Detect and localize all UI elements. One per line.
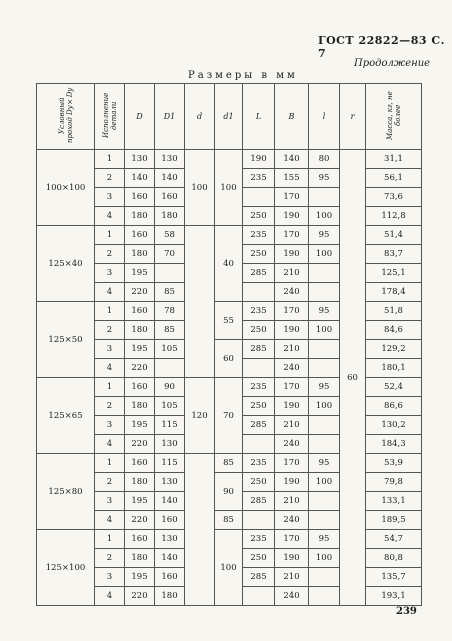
mass-cell: 133,1 (366, 492, 422, 511)
col-header-version: Исполнение детали (95, 84, 125, 150)
mass-cell: 51,4 (366, 226, 422, 245)
D1-cell: 105 (155, 397, 185, 416)
mass-cell: 193,1 (366, 587, 422, 606)
L-cell: 285 (243, 264, 275, 283)
mass-cell: 125,1 (366, 264, 422, 283)
D1-cell: 90 (155, 378, 185, 397)
L-cell (243, 188, 275, 207)
size-cell: 125×40 (37, 226, 95, 302)
col-header-size: Условный проход Dу×Dу (37, 84, 95, 150)
B-cell: 210 (275, 264, 309, 283)
D1-cell: 130 (155, 435, 185, 454)
d1-cell: 100 (215, 530, 243, 606)
l-cell: 95 (309, 302, 340, 321)
standard-code: ГОСТ 22822—83 С. 7 (318, 34, 445, 60)
l-cell: 95 (309, 454, 340, 473)
mass-cell: 54,7 (366, 530, 422, 549)
d1-cell: 100 (215, 150, 243, 226)
D-cell: 180 (125, 207, 155, 226)
L-cell (243, 359, 275, 378)
D1-cell (155, 264, 185, 283)
version-cell: 4 (95, 283, 125, 302)
B-cell: 190 (275, 473, 309, 492)
l-cell (309, 340, 340, 359)
B-cell: 190 (275, 245, 309, 264)
D1-cell: 140 (155, 549, 185, 568)
L-cell (243, 587, 275, 606)
version-cell: 2 (95, 397, 125, 416)
L-cell: 190 (243, 150, 275, 169)
version-cell: 4 (95, 587, 125, 606)
version-cell: 3 (95, 188, 125, 207)
d1-cell: 55 (215, 302, 243, 340)
l-cell: 100 (309, 321, 340, 340)
D-cell: 195 (125, 264, 155, 283)
B-cell: 210 (275, 416, 309, 435)
col-header-l: l (309, 84, 340, 150)
mass-cell: 130,2 (366, 416, 422, 435)
l-cell (309, 435, 340, 454)
B-cell: 240 (275, 511, 309, 530)
D-cell: 160 (125, 302, 155, 321)
B-cell: 190 (275, 549, 309, 568)
D1-cell: 130 (155, 530, 185, 549)
D1-cell: 180 (155, 207, 185, 226)
version-cell: 1 (95, 378, 125, 397)
L-cell: 235 (243, 454, 275, 473)
B-cell: 210 (275, 492, 309, 511)
mass-cell: 189,5 (366, 511, 422, 530)
version-cell: 1 (95, 302, 125, 321)
D-cell: 180 (125, 245, 155, 264)
l-cell (309, 188, 340, 207)
col-header-r: r (340, 84, 366, 150)
L-cell (243, 435, 275, 454)
D-cell: 160 (125, 226, 155, 245)
D1-cell: 130 (155, 150, 185, 169)
D1-cell: 85 (155, 283, 185, 302)
D1-cell (155, 359, 185, 378)
B-cell: 170 (275, 454, 309, 473)
col-header-d1: d1 (215, 84, 243, 150)
D-cell: 195 (125, 340, 155, 359)
D-cell: 180 (125, 321, 155, 340)
mass-cell: 184,3 (366, 435, 422, 454)
version-cell: 3 (95, 340, 125, 359)
D-cell: 220 (125, 435, 155, 454)
L-cell: 285 (243, 416, 275, 435)
D1-cell: 115 (155, 454, 185, 473)
d1-cell: 70 (215, 378, 243, 454)
B-cell: 240 (275, 359, 309, 378)
D-cell: 130 (125, 150, 155, 169)
mass-cell: 84,6 (366, 321, 422, 340)
version-cell: 4 (95, 207, 125, 226)
L-cell: 250 (243, 473, 275, 492)
B-cell: 170 (275, 226, 309, 245)
B-cell: 170 (275, 188, 309, 207)
mass-cell: 178,4 (366, 283, 422, 302)
l-cell: 95 (309, 530, 340, 549)
col-header-d: d (185, 84, 215, 150)
size-cell: 100×100 (37, 150, 95, 226)
D-cell: 160 (125, 378, 155, 397)
B-cell: 210 (275, 568, 309, 587)
version-cell: 4 (95, 359, 125, 378)
L-cell: 235 (243, 530, 275, 549)
l-cell: 100 (309, 549, 340, 568)
table-row (37, 150, 422, 169)
d-cell: 120 (185, 378, 215, 454)
D-cell: 160 (125, 530, 155, 549)
L-cell: 250 (243, 207, 275, 226)
D-cell: 140 (125, 169, 155, 188)
D-cell: 195 (125, 492, 155, 511)
L-cell (243, 511, 275, 530)
l-cell: 95 (309, 378, 340, 397)
B-cell: 190 (275, 207, 309, 226)
L-cell: 285 (243, 568, 275, 587)
version-cell: 3 (95, 492, 125, 511)
D1-cell: 115 (155, 416, 185, 435)
D1-cell: 160 (155, 188, 185, 207)
version-cell: 4 (95, 435, 125, 454)
version-cell: 3 (95, 264, 125, 283)
D1-cell: 180 (155, 587, 185, 606)
d-cell (185, 226, 215, 378)
l-cell: 80 (309, 150, 340, 169)
B-cell: 170 (275, 378, 309, 397)
version-cell: 2 (95, 549, 125, 568)
D-cell: 195 (125, 416, 155, 435)
L-cell: 250 (243, 321, 275, 340)
d1-cell: 40 (215, 226, 243, 302)
D1-cell: 78 (155, 302, 185, 321)
table-caption: Размеры в мм (188, 70, 298, 81)
B-cell: 210 (275, 340, 309, 359)
col-header-D1: D1 (155, 84, 185, 150)
size-cell: 125×50 (37, 302, 95, 378)
mass-cell: 86,6 (366, 397, 422, 416)
d-cell (185, 454, 215, 606)
D-cell: 220 (125, 359, 155, 378)
D1-cell: 160 (155, 511, 185, 530)
L-cell: 235 (243, 169, 275, 188)
dimensions-table (36, 83, 422, 606)
version-cell: 2 (95, 473, 125, 492)
D-cell: 180 (125, 549, 155, 568)
col-header-mass: Масса, кг, не более (366, 84, 422, 150)
l-cell: 100 (309, 207, 340, 226)
D-cell: 220 (125, 587, 155, 606)
D1-cell: 160 (155, 568, 185, 587)
version-cell: 2 (95, 321, 125, 340)
mass-cell: 51,8 (366, 302, 422, 321)
d-cell: 100 (185, 150, 215, 226)
l-cell (309, 264, 340, 283)
mass-cell: 83,7 (366, 245, 422, 264)
continuation-label: Продолжение (354, 58, 431, 69)
D-cell: 220 (125, 511, 155, 530)
D-cell: 195 (125, 568, 155, 587)
mass-cell: 73,6 (366, 188, 422, 207)
L-cell: 250 (243, 549, 275, 568)
d1-cell: 90 (215, 473, 243, 511)
version-cell: 4 (95, 511, 125, 530)
B-cell: 240 (275, 587, 309, 606)
mass-cell: 79,8 (366, 473, 422, 492)
l-cell (309, 359, 340, 378)
version-cell: 3 (95, 416, 125, 435)
l-cell (309, 587, 340, 606)
d1-cell: 85 (215, 454, 243, 473)
B-cell: 240 (275, 283, 309, 302)
l-cell (309, 283, 340, 302)
L-cell: 285 (243, 492, 275, 511)
l-cell (309, 568, 340, 587)
mass-cell: 52,4 (366, 378, 422, 397)
col-header-B: B (275, 84, 309, 150)
D1-cell: 70 (155, 245, 185, 264)
version-cell: 1 (95, 530, 125, 549)
mass-cell: 31,1 (366, 150, 422, 169)
D-cell: 220 (125, 283, 155, 302)
version-cell: 2 (95, 245, 125, 264)
L-cell: 235 (243, 302, 275, 321)
B-cell: 140 (275, 150, 309, 169)
D-cell: 180 (125, 397, 155, 416)
col-header-D: D (125, 84, 155, 150)
D-cell: 160 (125, 454, 155, 473)
version-cell: 1 (95, 226, 125, 245)
L-cell: 250 (243, 245, 275, 264)
L-cell (243, 283, 275, 302)
version-cell: 3 (95, 568, 125, 587)
version-cell: 1 (95, 454, 125, 473)
mass-cell: 80,8 (366, 549, 422, 568)
B-cell: 190 (275, 321, 309, 340)
version-cell: 1 (95, 150, 125, 169)
L-cell: 235 (243, 378, 275, 397)
size-cell: 125×100 (37, 530, 95, 606)
B-cell: 190 (275, 397, 309, 416)
l-cell (309, 492, 340, 511)
col-header-L: L (243, 84, 275, 150)
l-cell: 100 (309, 473, 340, 492)
D1-cell: 140 (155, 492, 185, 511)
D-cell: 160 (125, 188, 155, 207)
mass-cell: 135,7 (366, 568, 422, 587)
size-cell: 125×80 (37, 454, 95, 530)
B-cell: 170 (275, 302, 309, 321)
size-cell: 125×65 (37, 378, 95, 454)
L-cell: 285 (243, 340, 275, 359)
d1-cell: 85 (215, 511, 243, 530)
D-cell: 180 (125, 473, 155, 492)
D1-cell: 105 (155, 340, 185, 359)
header-row (37, 84, 422, 150)
l-cell: 100 (309, 245, 340, 264)
l-cell: 95 (309, 226, 340, 245)
B-cell: 155 (275, 169, 309, 188)
l-cell: 95 (309, 169, 340, 188)
B-cell: 170 (275, 530, 309, 549)
L-cell: 235 (243, 226, 275, 245)
r-cell: 60 (340, 150, 366, 606)
l-cell (309, 511, 340, 530)
d1-cell: 60 (215, 340, 243, 378)
l-cell (309, 416, 340, 435)
mass-cell: 56,1 (366, 169, 422, 188)
page-number: 239 (396, 606, 417, 617)
D1-cell: 130 (155, 473, 185, 492)
D1-cell: 58 (155, 226, 185, 245)
mass-cell: 129,2 (366, 340, 422, 359)
l-cell: 100 (309, 397, 340, 416)
mass-cell: 53,9 (366, 454, 422, 473)
L-cell: 250 (243, 397, 275, 416)
mass-cell: 180,1 (366, 359, 422, 378)
version-cell: 2 (95, 169, 125, 188)
mass-cell: 112,8 (366, 207, 422, 226)
B-cell: 240 (275, 435, 309, 454)
D1-cell: 85 (155, 321, 185, 340)
D1-cell: 140 (155, 169, 185, 188)
